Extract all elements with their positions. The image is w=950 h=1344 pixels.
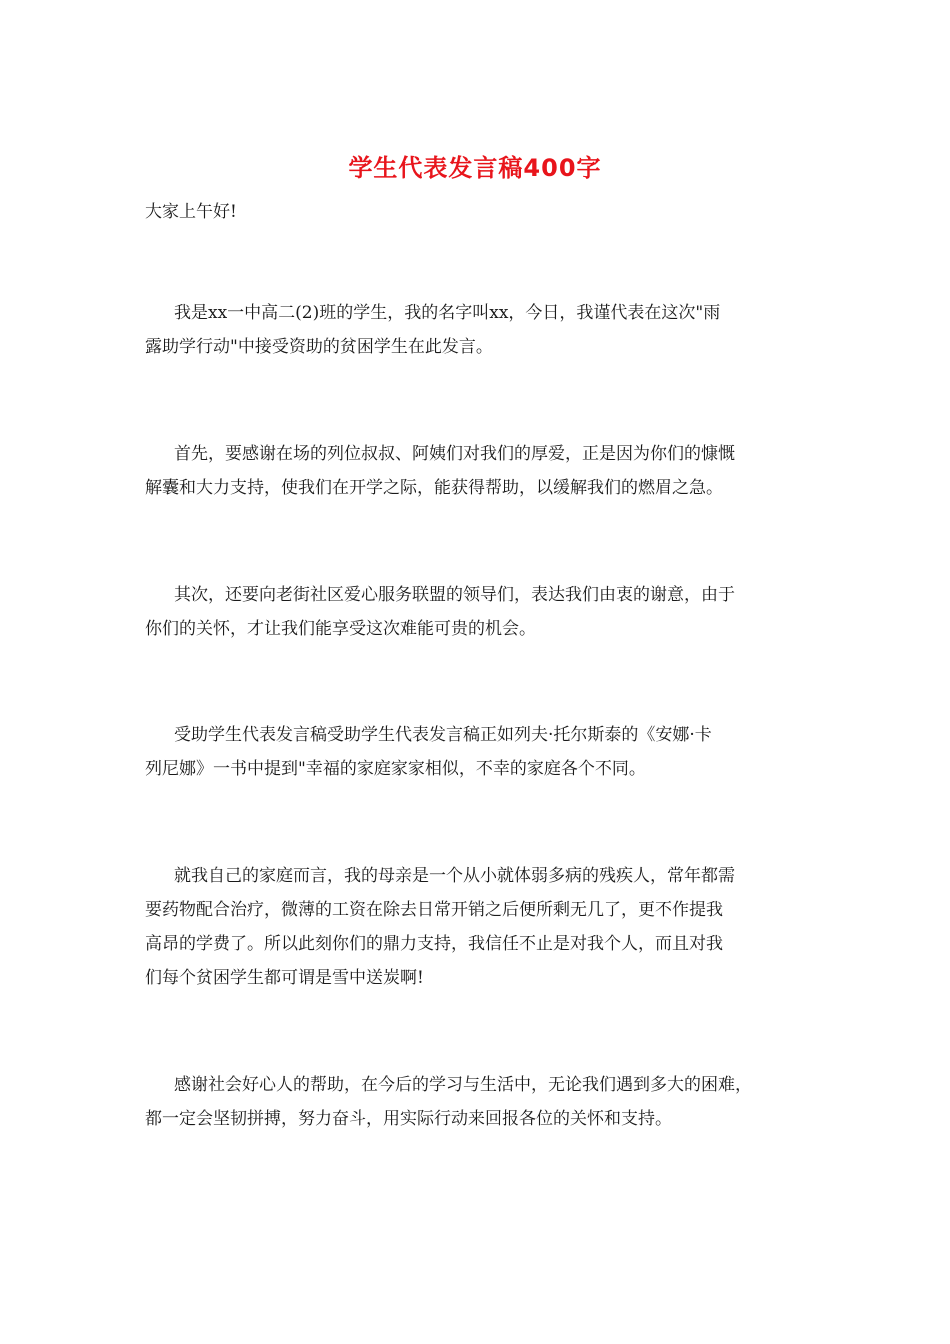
paragraph-line: 感谢社会好心人的帮助，在今后的学习与生活中，无论我们遇到多大的困难，	[174, 1075, 752, 1095]
document-title: 学生代表发言稿400字	[348, 154, 602, 182]
paragraph-line: 们每个贫困学生都可谓是雪中送炭啊!	[145, 968, 424, 988]
greeting: 大家上午好!	[145, 202, 237, 222]
paragraph	[145, 296, 845, 364]
paragraph	[145, 578, 845, 646]
paragraph-line: 其次，还要向老街社区爱心服务联盟的领导们，表达我们由衷的谢意，由于	[174, 585, 735, 605]
paragraph	[145, 859, 845, 995]
paragraph-line: 就我自己的家庭而言，我的母亲是一个从小就体弱多病的残疾人，常年都需	[174, 866, 735, 886]
paragraph	[145, 718, 845, 786]
paragraph	[145, 437, 845, 505]
paragraph-line: 首先，要感谢在场的列位叔叔、阿姨们对我们的厚爱，正是因为你们的慷慨	[174, 444, 735, 464]
paragraph-line: 高昂的学费了。所以此刻你们的鼎力支持，我信任不止是对我个人，而且对我	[145, 934, 723, 954]
paragraph-line: 解囊和大力支持，使我们在开学之际，能获得帮助，以缓解我们的燃眉之急。	[145, 478, 723, 498]
paragraph-line: 要药物配合治疗，微薄的工资在除去日常开销之后便所剩无几了，更不作提我	[145, 900, 723, 920]
paragraph-line: 你们的关怀，才让我们能享受这次难能可贵的机会。	[145, 619, 536, 639]
paragraph-line: 都一定会坚韧拼搏，努力奋斗，用实际行动来回报各位的关怀和支持。	[145, 1109, 672, 1129]
paragraph-line: 我是xx一中高二(2)班的学生，我的名字叫xx，今日，我谨代表在这次"雨	[174, 303, 721, 323]
paragraph-line: 列尼娜》一书中提到"幸福的家庭家家相似，不幸的家庭各个不同。	[145, 759, 646, 779]
paragraph	[145, 1068, 845, 1136]
paragraph-line: 露助学行动"中接受资助的贫困学生在此发言。	[145, 337, 493, 357]
paragraph-line: 受助学生代表发言稿受助学生代表发言稿正如列夫·托尔斯泰的《安娜·卡	[174, 725, 712, 745]
